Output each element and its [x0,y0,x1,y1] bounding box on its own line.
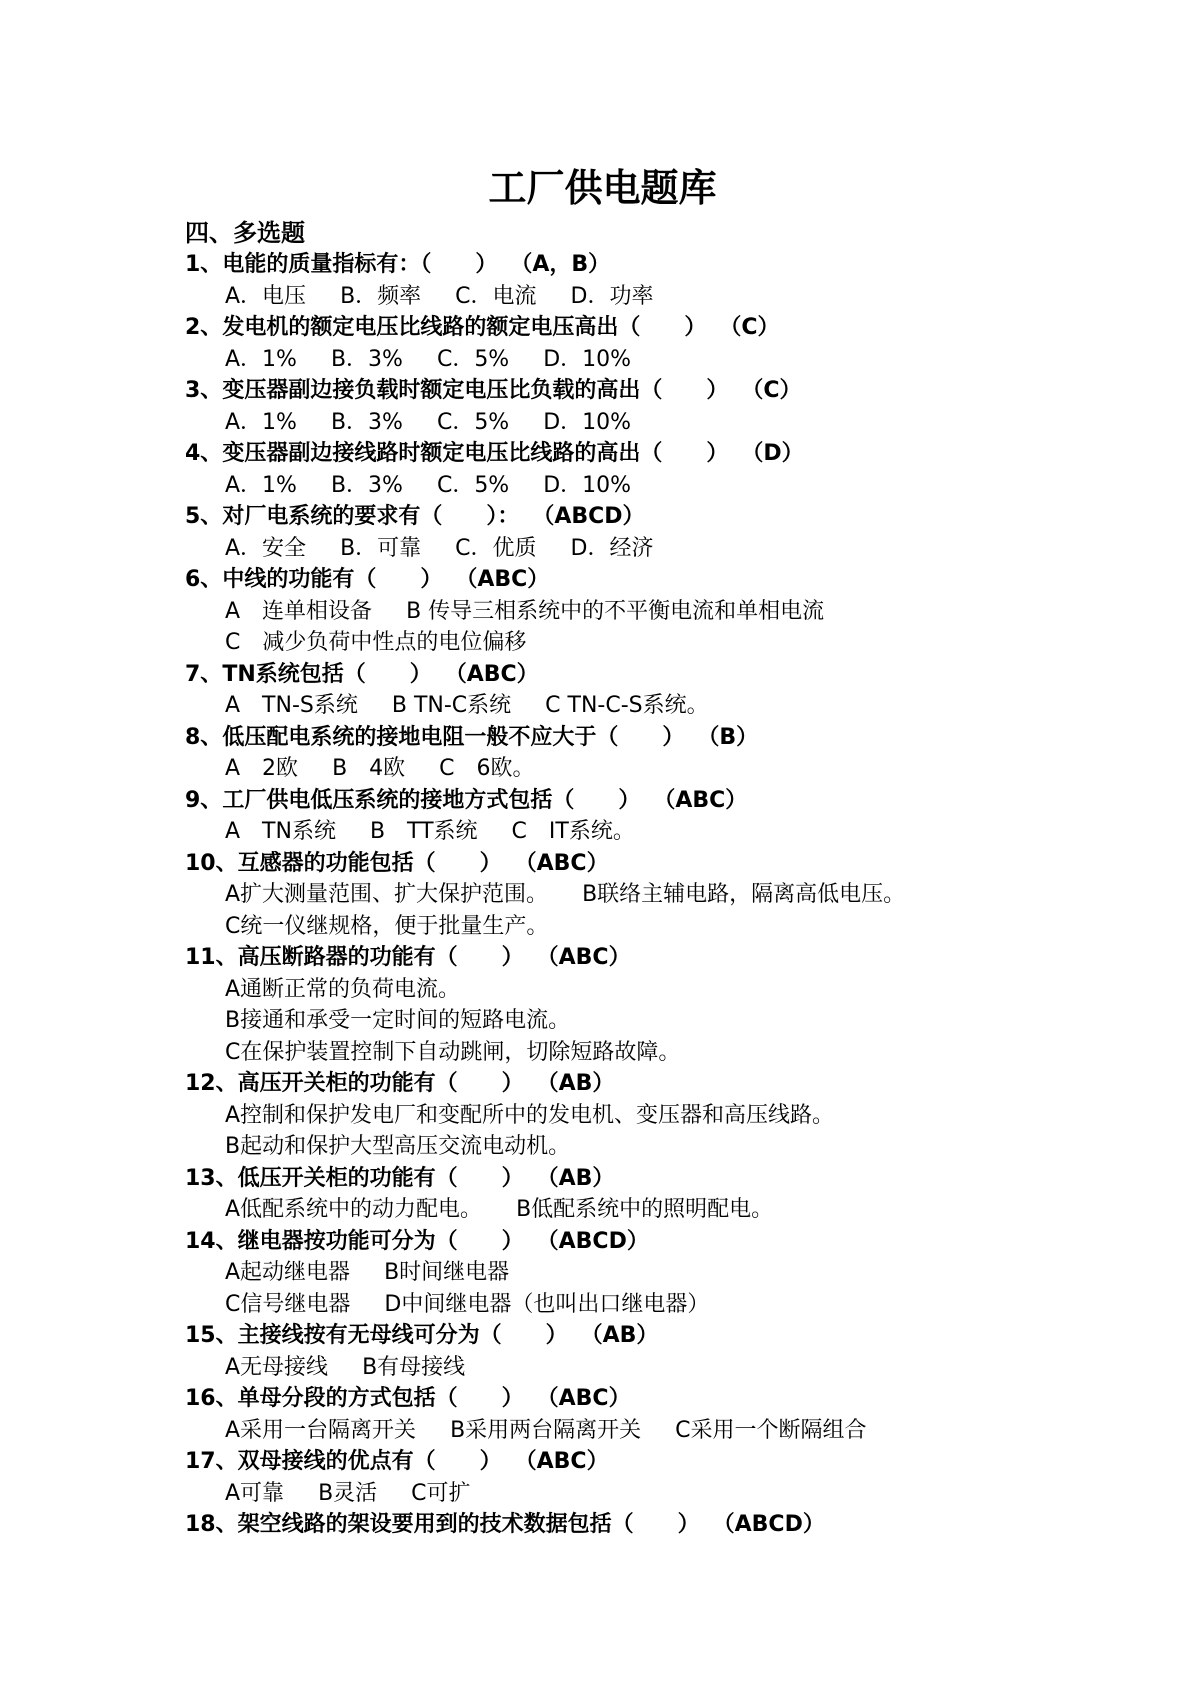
option-item: A 连单相设备 [225,598,373,624]
option-item: C．5% [436,472,510,498]
question-line [185,785,1125,817]
question-number: 10、 [185,850,238,876]
option-item: D．10% [543,346,632,372]
option-item: A．1% [225,346,297,372]
option-item: A．电压 [225,283,307,309]
question-item [185,564,1125,659]
question-answer: （ABCD） [543,504,645,529]
option-line [225,1415,1125,1447]
question-number: 11、 [185,945,238,970]
question-line [185,375,1125,407]
question-item [185,501,1125,564]
question-number: 6、 [185,567,223,592]
option-item: A可靠 [225,1480,285,1506]
question-text: 低压配电系统的接地电阻一般不应大于（ ） [222,724,685,750]
option-item: C 6欧。 [439,756,535,781]
option-item: B联络主辅电路，隔离高低电压。 [582,882,906,907]
option-item: A控制和保护发电厂和变配所中的发电机、变压器和高压线路。 [225,1102,835,1128]
question-answer: （ABC） [466,567,550,592]
option-item: B灵活 [318,1480,378,1506]
option-item: C．5% [436,346,510,372]
option-line [225,1131,1125,1163]
option-item: D中间继电器（也叫出口继电器） [384,1291,710,1317]
option-item: B 传导三相系统中的不平衡电流和单相电流 [406,598,825,624]
option-line [225,533,1125,565]
question-text: 架空线路的架设要用到的技术数据包括（ ） [237,1512,700,1537]
question-line [185,438,1125,470]
question-number: 18、 [185,1512,238,1537]
option-item: C 减少负荷中性点的电位偏移 [225,630,527,655]
option-line [225,1257,1125,1289]
question-answer: （ABC） [664,787,748,813]
option-line [225,690,1125,722]
option-item: D．功率 [570,283,654,309]
question-text: 电能的质量指标有：（ ） [222,252,498,277]
section-heading: 四、多选题 [185,219,305,247]
option-item: A无母接线 [225,1354,329,1380]
question-item [185,312,1125,375]
option-item: A采用一台隔离开关 [225,1417,417,1443]
option-item: B起动和保护大型高压交流电动机。 [225,1134,571,1159]
question-item [185,1509,1125,1541]
option-item: B．可靠 [340,535,422,561]
option-item: C采用一个断隔组合 [675,1417,867,1443]
question-item [185,942,1125,1068]
question-text: 工厂供电低压系统的接地方式包括（ ） [222,787,641,813]
option-item: C．电流 [455,283,537,309]
question-answer: （ABC） [547,945,631,970]
question-answer: （ABCD） [547,1228,649,1254]
option-line [225,1352,1125,1384]
question-line [185,1068,1125,1100]
option-item: A TN-S系统 [225,693,358,718]
option-item: B TN-C系统 [391,693,512,718]
question-number: 13、 [185,1165,238,1191]
question-number: 9、 [185,787,223,813]
question-number: 12、 [185,1071,238,1096]
question-text: 单母分段的方式包括（ ） [237,1386,524,1411]
option-item: B接通和承受一定时间的短路电流。 [225,1008,571,1033]
question-number: 4、 [185,441,223,466]
option-line [225,1194,1125,1226]
option-line [225,344,1125,376]
option-item: B．频率 [340,283,422,309]
question-answer: （B） [708,724,759,750]
option-item: C信号继电器 [225,1291,351,1317]
option-item: D．经济 [570,535,654,561]
option-item: C．优质 [455,535,537,561]
option-item: A．1% [225,472,297,498]
option-item: C在保护装置控制下自动跳闸，切除短路故障。 [225,1039,681,1065]
option-item: B时间继电器 [384,1260,510,1285]
question-answer: （ABCD） [723,1512,825,1537]
question-list [185,249,1125,1541]
option-line [225,596,1125,628]
option-item: A扩大测量范围、扩大保护范围。 [225,882,549,907]
question-line [185,249,1125,281]
option-line [225,281,1125,313]
question-item [185,785,1125,848]
question-answer: （AB） [591,1323,659,1348]
option-item: B．3% [330,346,403,372]
option-line [225,974,1125,1006]
question-text: 高压开关柜的功能有（ ） [237,1071,524,1096]
option-line [225,753,1125,785]
question-text: 双母接线的优点有（ ） [237,1449,502,1474]
question-answer: （AB） [547,1165,615,1191]
question-item [185,249,1125,312]
question-text: 中线的功能有（ ） [222,567,443,592]
question-item [185,1320,1125,1383]
question-number: 5、 [185,504,223,529]
question-item [185,1226,1125,1321]
option-line [225,627,1125,659]
question-answer: （D） [752,441,804,466]
question-text: 互感器的功能包括（ ） [237,850,502,876]
option-line [225,1005,1125,1037]
document-content [185,218,1125,1541]
option-item: B TT系统 [369,819,478,844]
option-line [225,1289,1125,1321]
question-line [185,312,1125,344]
option-item: B采用两台隔离开关 [450,1417,642,1443]
question-number: 17、 [185,1449,238,1474]
question-line [185,564,1125,596]
question-text: 主接线按有无母线可分为（ ） [237,1323,568,1348]
question-text: 发电机的额定电压比线路的额定电压高出（ ） [222,315,707,340]
question-item [185,659,1125,722]
option-line [225,1037,1125,1069]
option-item: D．10% [543,472,632,498]
question-text: 高压断路器的功能有（ ） [237,945,524,970]
question-answer: （AB） [547,1071,615,1096]
option-item: C统一仪继规格，便于批量生产。 [225,913,549,939]
option-item: C．5% [436,409,510,435]
option-line [225,470,1125,502]
option-item: B．3% [330,409,403,435]
question-item [185,1163,1125,1226]
question-line [185,1226,1125,1258]
question-number: 8、 [185,724,223,750]
question-answer: （C） [752,378,802,403]
option-line [225,879,1125,911]
question-answer: （ABC） [525,1449,609,1474]
option-line [225,816,1125,848]
option-item: A起动继电器 [225,1260,351,1285]
question-number: 15、 [185,1323,238,1348]
option-item: C IT系统。 [511,819,635,844]
question-answer: （C） [730,315,780,340]
question-line [185,1446,1125,1478]
question-line [185,1509,1125,1541]
document-title: 工厂供电题库 [488,166,717,210]
question-line [185,1383,1125,1415]
question-number: 2、 [185,315,223,340]
question-text: 对厂电系统的要求有（ ）： [222,504,520,529]
question-answer: （ABC） [525,850,609,876]
question-text: 变压器副边接线路时额定电压比线路的高出（ ） [222,441,729,466]
question-line [185,942,1125,974]
question-line [185,659,1125,691]
option-item: A TN系统 [225,819,336,844]
option-item: A通断正常的负荷电流。 [225,976,461,1002]
question-item [185,1446,1125,1509]
option-item: B低配系统中的照明配电。 [516,1197,774,1222]
question-line [185,1320,1125,1352]
option-item: C可扩 [411,1480,471,1506]
question-number: 1、 [185,252,223,277]
option-item: D．10% [543,409,632,435]
question-answer: （A，B） [521,252,611,277]
question-item [185,848,1125,943]
question-number: 14、 [185,1228,238,1254]
option-item: B 4欧 [332,756,406,781]
option-item: A．1% [225,409,297,435]
question-number: 16、 [185,1386,238,1411]
question-item [185,722,1125,785]
question-line [185,848,1125,880]
question-text: 继电器按功能可分为（ ） [237,1228,524,1254]
option-line [225,407,1125,439]
question-item [185,1383,1125,1446]
question-line [185,722,1125,754]
option-item: A 2欧 [225,756,299,781]
option-line [225,911,1125,943]
question-line [185,1163,1125,1195]
question-item [185,1068,1125,1163]
question-answer: （ABC） [547,1386,631,1411]
question-item [185,438,1125,501]
option-line [225,1100,1125,1132]
question-number: 3、 [185,378,223,403]
question-text: 变压器副边接负载时额定电压比负载的高出（ ） [222,378,729,403]
option-line [225,1478,1125,1510]
question-number: 7、 [185,661,223,687]
question-item [185,375,1125,438]
question-line [185,501,1125,533]
option-item: A．安全 [225,535,307,561]
question-answer: （ABC） [455,661,539,687]
question-text: TN系统包括（ ） [222,661,432,687]
option-item: B有母接线 [362,1354,466,1380]
option-item: B．3% [330,472,403,498]
option-item: A低配系统中的动力配电。 [225,1197,483,1222]
question-text: 低压开关柜的功能有（ ） [237,1165,524,1191]
option-item: C TN-C-S系统。 [545,693,709,718]
